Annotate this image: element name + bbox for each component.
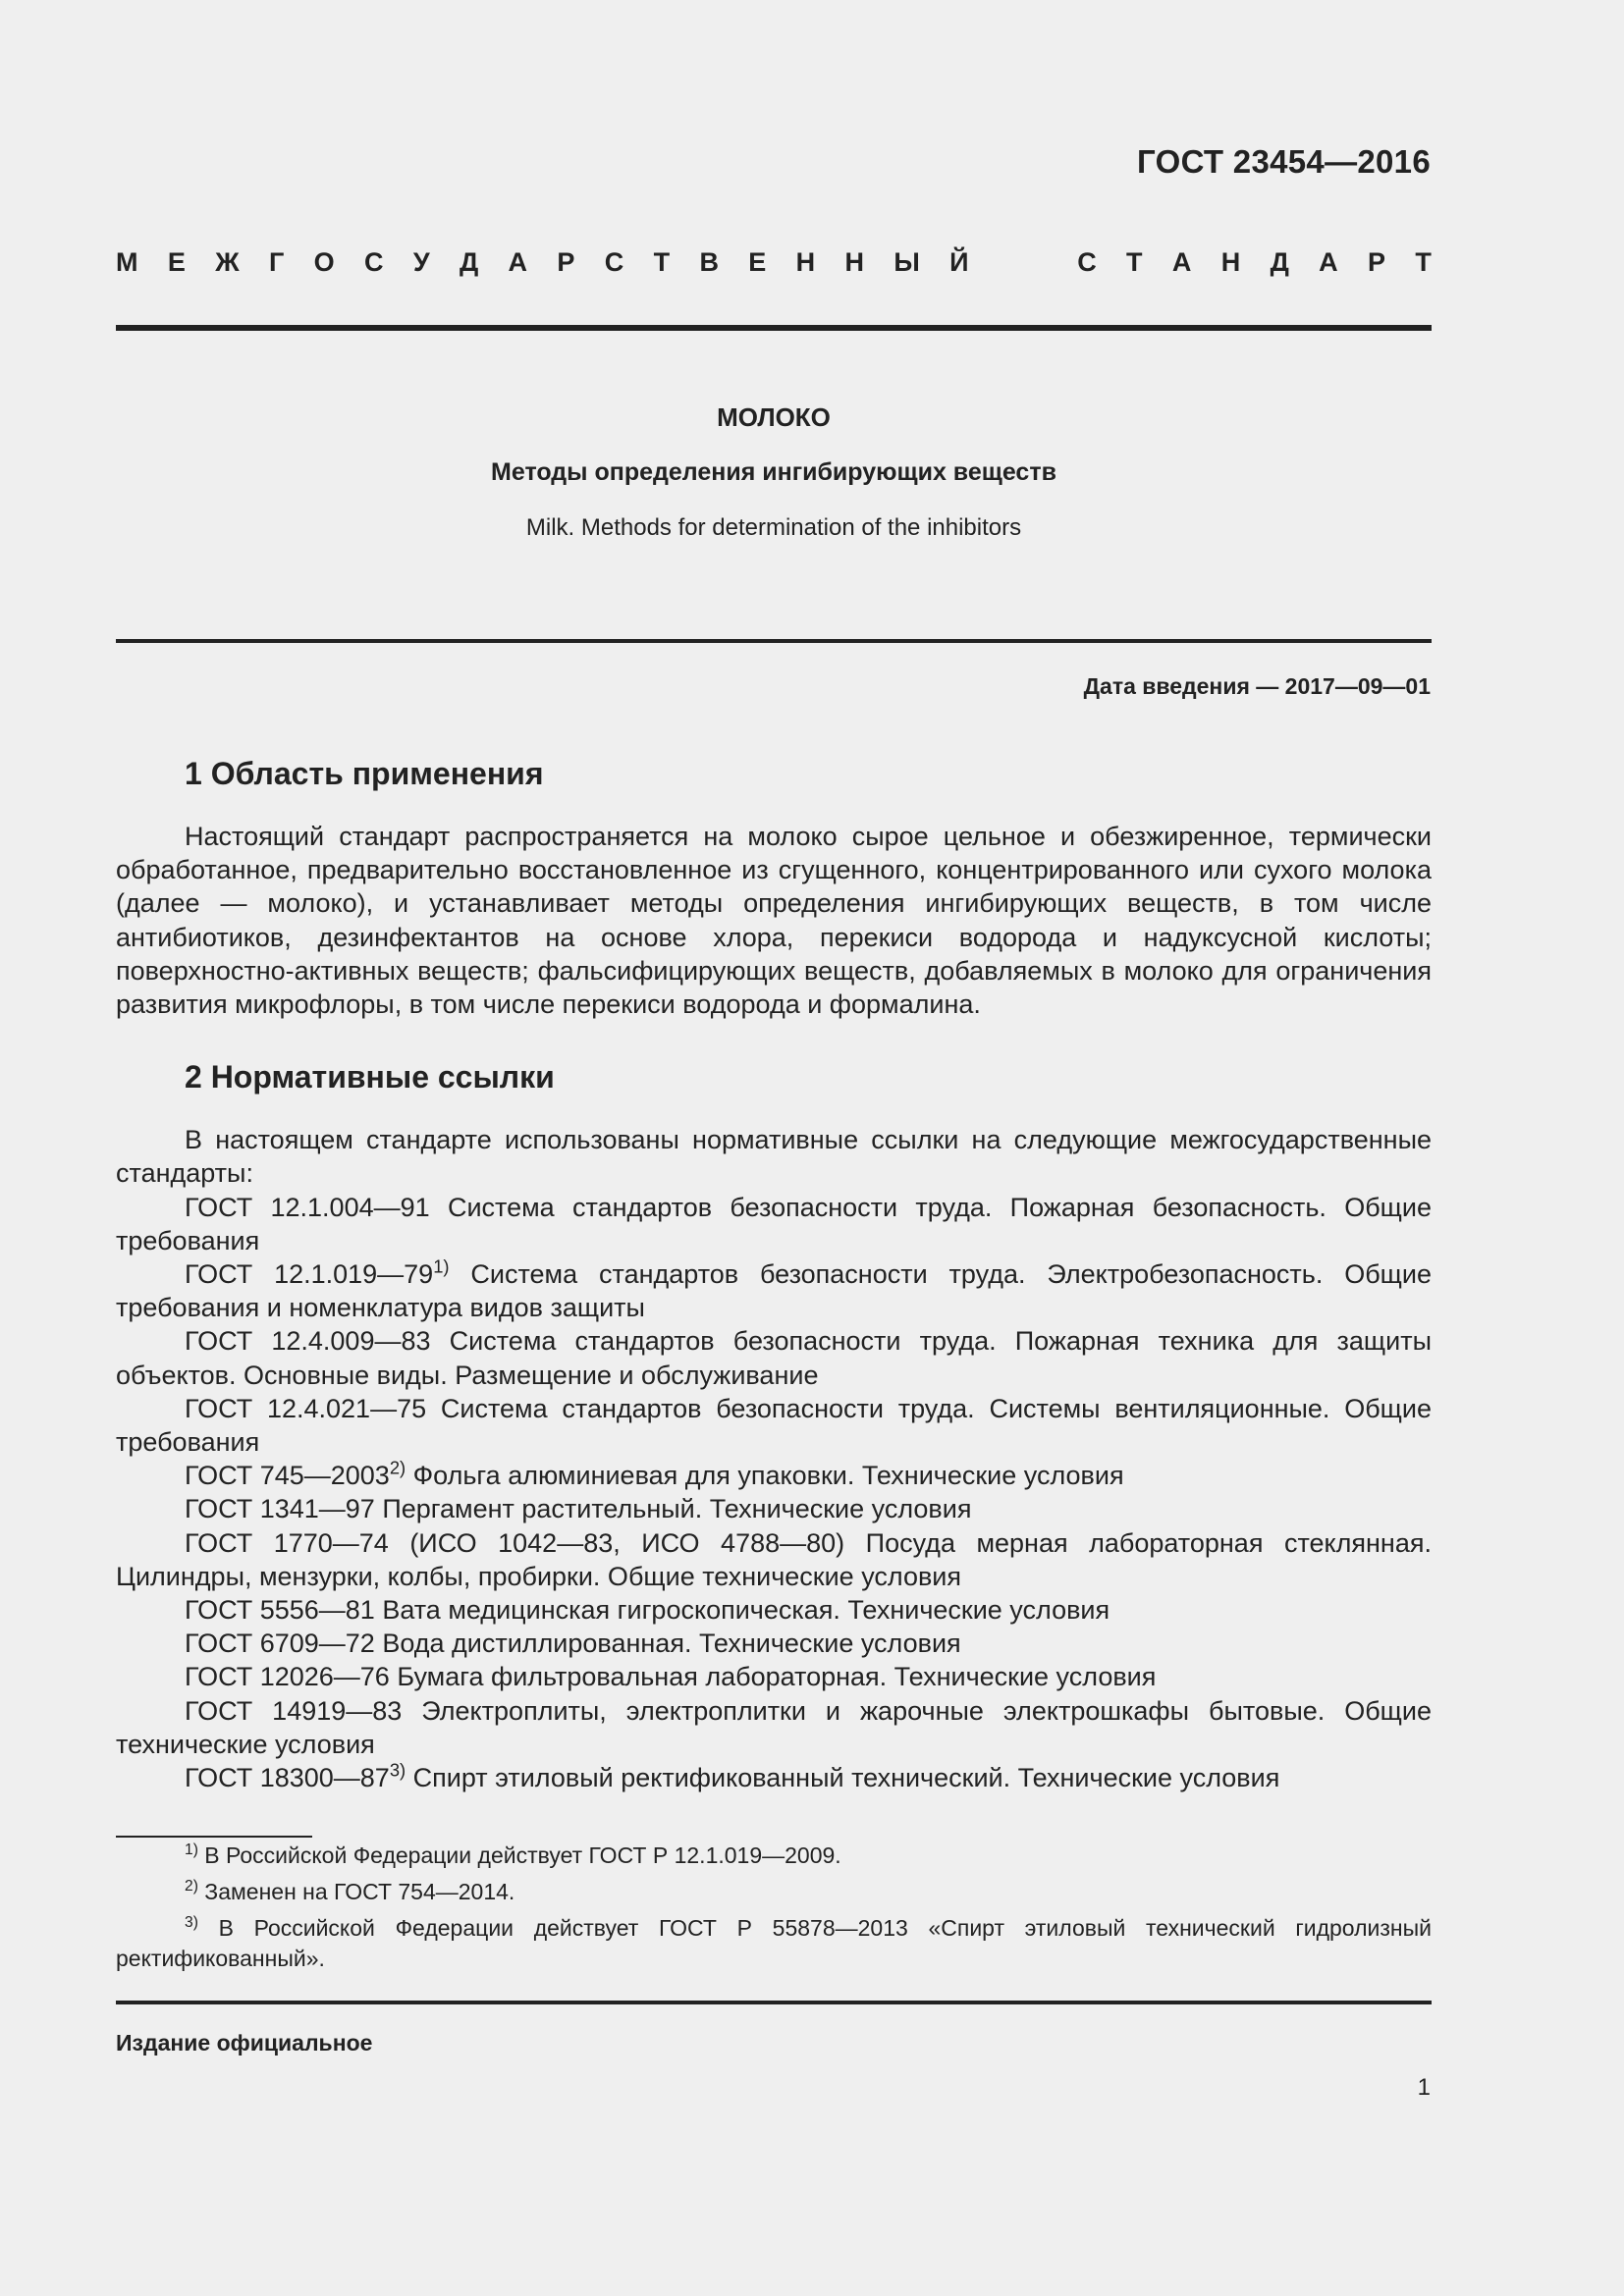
reference-title: Пергамент растительный. Технические условия	[374, 1494, 972, 1524]
reference-code: ГОСТ 14919—83	[185, 1695, 403, 1726]
reference-item	[116, 1492, 1432, 1525]
reference-item	[116, 1660, 1432, 1693]
reference-item	[116, 1627, 1432, 1660]
gost-number: ГОСТ 23454—2016	[1137, 143, 1431, 180]
document-title: МОЛОКО	[717, 402, 831, 432]
reference-code: ГОСТ 18300—87	[185, 1763, 390, 1793]
reference-title: Вата медицинская гигроскопическая. Технические условия	[374, 1595, 1110, 1626]
reference-code: ГОСТ 6709—72	[185, 1629, 375, 1659]
banner-letter: Е	[167, 247, 186, 277]
reference-title: Электроплиты, электроплитки и жарочные электрошкафы бытовые. Общие технические условия	[116, 1695, 1432, 1759]
banner-letter: Ы	[893, 247, 920, 277]
english-title: Milk. Methods for determination of the inhibitors	[525, 514, 1022, 541]
banner-letter: Ж	[215, 247, 240, 277]
reference-title: Бумага фильтровальная лабораторная. Технические условия	[389, 1662, 1157, 1692]
banner-letter: Н	[844, 247, 864, 277]
banner-letter: Т	[1126, 247, 1143, 277]
footnote	[116, 1841, 1432, 1871]
banner-letter: С	[604, 247, 624, 277]
banner-letter: Й	[949, 247, 969, 277]
footnote-mark: 2)	[185, 1877, 198, 1895]
banner-letter: У	[412, 247, 430, 277]
footnote-text: В Российской Федерации действует ГОСТ Р 55878—2013 «Спирт этиловый технический гидролизный ректификованный».	[116, 1915, 1432, 1971]
banner-letter: Н	[1220, 247, 1241, 277]
footnote	[116, 1913, 1432, 1974]
banner-letter: Р	[557, 247, 575, 277]
banner-letter: А	[1319, 247, 1338, 277]
reference-item	[116, 1191, 1432, 1257]
banner-letter: С	[363, 247, 384, 277]
reference-code: ГОСТ 12.1.019—79	[185, 1259, 434, 1290]
document-body	[116, 754, 1432, 1794]
document-subtitle: Методы определения ингибирующих веществ	[491, 458, 1056, 486]
reference-title: (ИСО 1042—83, ИСО 4788—80) Посуда мерная лабораторная стеклянная. Цилиндры, мензурки, колбы, пробирки. Общие технические условия	[116, 1527, 1432, 1591]
reference-code: ГОСТ 12.4.021—75	[185, 1393, 427, 1423]
reference-title: Система стандартов безопасности труда. Системы вентиляционные. Общие требования	[116, 1393, 1432, 1458]
reference-title: Система стандартов безопасности труда. Пожарная техника для защиты объектов. Основные виды. Размещение и обслуживание	[116, 1326, 1432, 1390]
banner-word-gap	[999, 247, 1048, 278]
banner-letter: С	[1077, 247, 1097, 277]
reference-title: Вода дистиллированная. Технические условия	[374, 1629, 961, 1659]
reference-title: Фольга алюминиевая для упаковки. Технические условия	[406, 1461, 1124, 1491]
reference-title: Система стандартов безопасности труда. Электробезопасность. Общие требования и номенклатура видов защиты	[116, 1259, 1432, 1323]
banner-letter: Т	[1415, 247, 1432, 277]
footnote-ref: 3)	[389, 1759, 406, 1781]
interstate-standard-banner	[116, 247, 1432, 278]
reference-code: ГОСТ 12.4.009—83	[185, 1326, 431, 1357]
footnote-text: В Российской Федерации действует ГОСТ Р 12.1.019—2009.	[197, 1842, 841, 1868]
page-number: 1	[1417, 2074, 1431, 2101]
title-divider	[116, 639, 1432, 643]
reference-code: ГОСТ 745—2003	[185, 1461, 390, 1491]
banner-letter: Р	[1368, 247, 1386, 277]
reference-code: ГОСТ 1770—74	[185, 1527, 389, 1558]
reference-item	[116, 1392, 1432, 1459]
banner-letter: Г	[268, 247, 285, 277]
reference-item	[116, 1257, 1432, 1324]
introduction-date: Дата введения — 2017—09—01	[1083, 673, 1431, 699]
reference-code: ГОСТ 5556—81	[185, 1595, 375, 1626]
reference-item	[116, 1694, 1432, 1761]
reference-title: Спирт этиловый ректификованный технический. Технические условия	[406, 1763, 1280, 1793]
banner-letter: Н	[795, 247, 816, 277]
footnotes	[116, 1841, 1432, 1980]
footnote-mark: 3)	[185, 1913, 198, 1931]
header-divider	[116, 325, 1432, 331]
section-2-heading: 2 Нормативные ссылки	[185, 1059, 555, 1095]
section-1-heading: 1 Область применения	[185, 756, 544, 791]
section-1-text: Настоящий стандарт распространяется на молоко сырое цельное и обезжиренное, термически обработанное, предварительно восстановленное из сгущенного, концентрированного или сухого молока (далее — молоко), и устанавливает методы определения ингибирующих веществ, в том числе антибиотиков, дезинфектантов на основе хлора, перекиси водорода и надуксусной кислоты; поверхностно-активных веществ; фальсифицирующих веществ, добавляемых в молоко для ограничения развития микрофлоры, в том числе перекиси водорода и формалина.	[116, 822, 1432, 1020]
section-2-intro: В настоящем стандарте использованы нормативные ссылки на следующие межгосударственные стандарты:	[116, 1125, 1432, 1189]
footnote-ref: 2)	[389, 1457, 406, 1478]
footnote	[116, 1877, 1432, 1907]
reference-code: ГОСТ 12026—76	[185, 1662, 390, 1692]
reference-code: ГОСТ 12.1.004—91	[185, 1192, 430, 1222]
banner-letter: Д	[459, 247, 479, 277]
reference-title: Система стандартов безопасности труда. Пожарная безопасность. Общие требования	[116, 1192, 1432, 1255]
banner-letter: А	[1171, 247, 1192, 277]
banner-letter: О	[313, 247, 335, 277]
footnote-ref: 1)	[433, 1255, 450, 1277]
reference-item	[116, 1593, 1432, 1627]
banner-letter: Д	[1270, 247, 1289, 277]
banner-letter: А	[508, 247, 528, 277]
footnote-mark: 1)	[185, 1841, 198, 1858]
footnote-separator	[116, 1836, 312, 1838]
footer-divider	[116, 2001, 1432, 2004]
reference-item	[116, 1526, 1432, 1593]
banner-letter: Е	[748, 247, 767, 277]
reference-item	[116, 1459, 1432, 1492]
official-edition-label: Издание официальное	[116, 2030, 373, 2056]
reference-item	[116, 1761, 1432, 1794]
footnote-text: Заменен на ГОСТ 754—2014.	[197, 1879, 515, 1904]
reference-item	[116, 1324, 1432, 1391]
banner-letter: Т	[653, 247, 671, 277]
banner-letter: М	[116, 247, 138, 277]
reference-list	[116, 1191, 1432, 1795]
banner-letter: В	[699, 247, 719, 277]
reference-code: ГОСТ 1341—97	[185, 1494, 375, 1524]
